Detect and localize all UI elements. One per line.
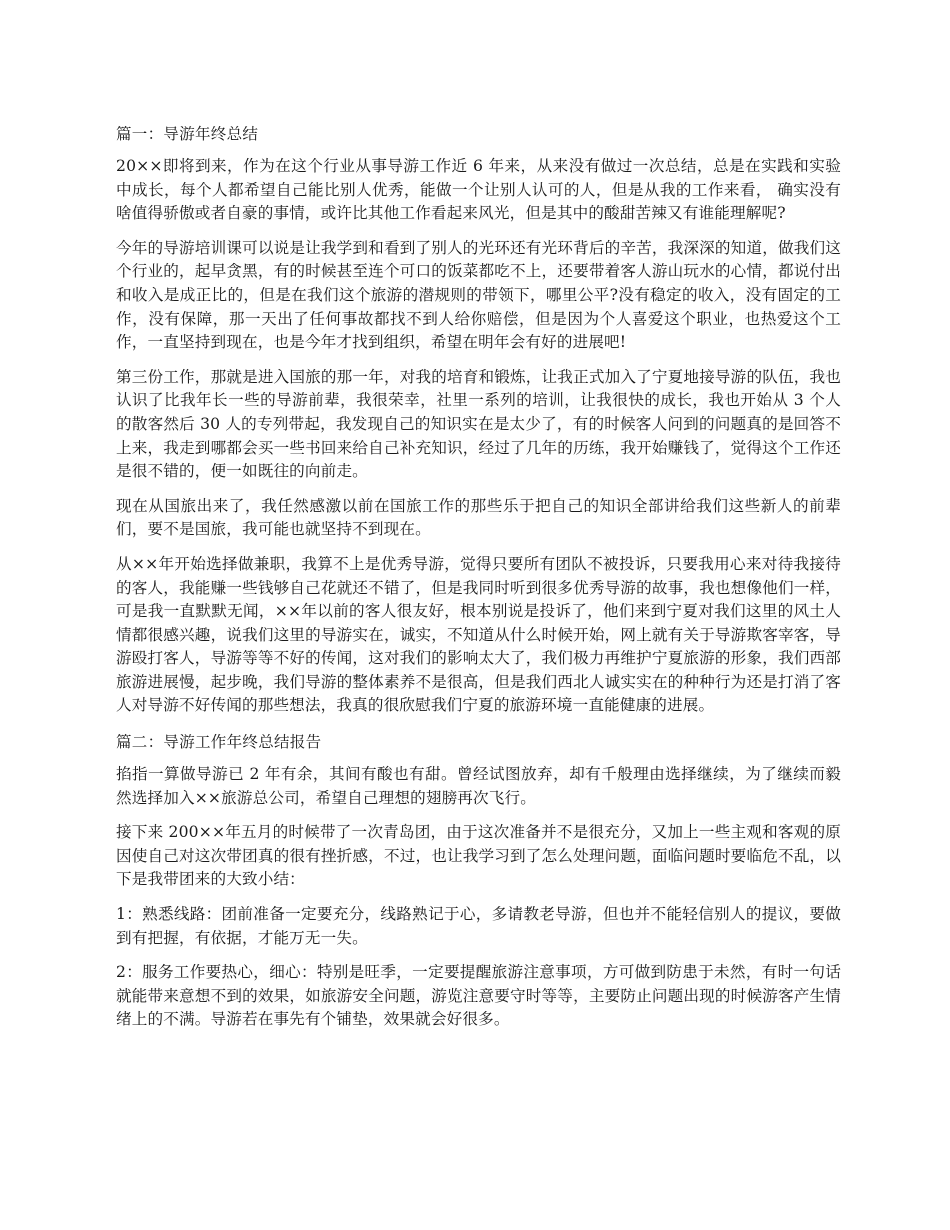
section1-paragraph-5: 从××年开始选择做兼职，我算不上是优秀导游，觉得只要所有团队不被投诉，只要我用心来对待我接待的客人，我能赚一些钱够自己花就还不错了，但是我同时听到很多优秀导游的故事，我也想像他们一样，可是我一直默默无闻，××年以前的客人很友好，根本别说是投诉了，他们来到宁夏对我们这里的风土人情都很感兴趣，说我们这里的导游实在，诚实，不知道从什么时候开始，网上就有关于导游欺客宰客，导游殴打客人，导游等等不好的传闻，这对我们的影响太大了，我们极力再维护宁夏旅游的形象，我们西部旅游进展慢，起步晚，我们导游的整体素养不是很高，但是我们西北人诚实实在的种种行为还是打消了客人对导游不好传闻的那些想法，我真的很欣慰我们宁夏的旅游环境一直能健康的进展。 (116, 554, 841, 715)
section2-paragraph-3: 1：熟悉线路：团前准备一定要充分，线路熟记于心，多请教老导游，但也并不能轻信别人的提议，要做到有把握，有依据，才能万无一失。 (116, 905, 841, 947)
section1-paragraph-1: 20××即将到来，作为在这个行业从事导游工作近 6 年来，从来没有做过一次总结，总是在实践和实验中成长，每个人都希望自己能比别人优秀，能做一个让别人认可的人，但是从我的工作来看， 确实没有啥值得骄傲或者自豪的事情，或许比其他工作看起来风光，但是其中的酸甜苦辣又有谁能理解呢? (116, 157, 841, 223)
section2-paragraph-2: 接下来 200××年五月的时候带了一次青岛团，由于这次准备并不是很充分，又加上一些主观和客观的原因使自己对这次带团真的很有挫折感，不过，也让我学习到了怎么处理问题，面临问题时要临危不乱，以下是我带团来的大致小结： (116, 823, 841, 889)
section2-paragraph-1: 掐指一算做导游已 2 年有余，其间有酸也有甜。曾经试图放弃，却有千般理由选择继续，为了继续而毅然选择加入××旅游总公司，希望自己理想的翅膀再次飞行。 (116, 765, 841, 807)
document-page (116, 121, 841, 1043)
section1-paragraph-2: 今年的导游培训课可以说是让我学到和看到了别人的光环还有光环背后的辛苦，我深深的知道，做我们这个行业的，起早贪黑，有的时候甚至连个可口的饭菜都吃不上，还要带着客人游山玩水的心情，都说付出和收入是成正比的，但是在我们这个旅游的潜规则的带领下，哪里公平?没有稳定的收入，没有固定的工作，没有保障，那一天出了任何事故都找不到人给你赔偿，但是因为个人喜爱这个职业，也热爱这个工作，一直坚持到现在，也是今年才找到组织，希望在明年会有好的进展吧! (116, 238, 841, 352)
section1-heading: 篇一：导游年终总结 (116, 125, 259, 143)
section1-paragraph-4: 现在从国旅出来了，我任然感激以前在国旅工作的那些乐于把自己的知识全部讲给我们这些新人的前辈们，要不是国旅，我可能也就坚持不到现在。 (116, 496, 841, 539)
section2-heading: 篇二：导游工作年终总结报告 (116, 733, 322, 752)
section2-paragraph-4: 2：服务工作要热心，细心：特别是旺季，一定要提醒旅游注意事项，方可做到防患于未然，有时一句话就能带来意想不到的效果，如旅游安全问题，游览注意要守时等等，主要防止问题出现的时候游客产生情绪上的不满。导游若在事先有个铺垫，效果就会好很多。 (116, 963, 841, 1029)
section1-paragraph-3: 第三份工作，那就是进入国旅的那一年，对我的培育和锻炼，让我正式加入了宁夏地接导游的队伍，我也认识了比我年长一些的导游前辈，我很荣幸，社里一系列的培训，让我很快的成长，我也开始从 3 个人的散客然后 30 人的专列带起，我发现自己的知识实在是太少了，有的时候客人问到的问题真的是回答不上来，我走到哪都会买一些书回来给自己补充知识，经过了几年的历练，我开始赚钱了，觉得这个工作还是很不错的，便一如既往的向前走。 (116, 367, 841, 481)
